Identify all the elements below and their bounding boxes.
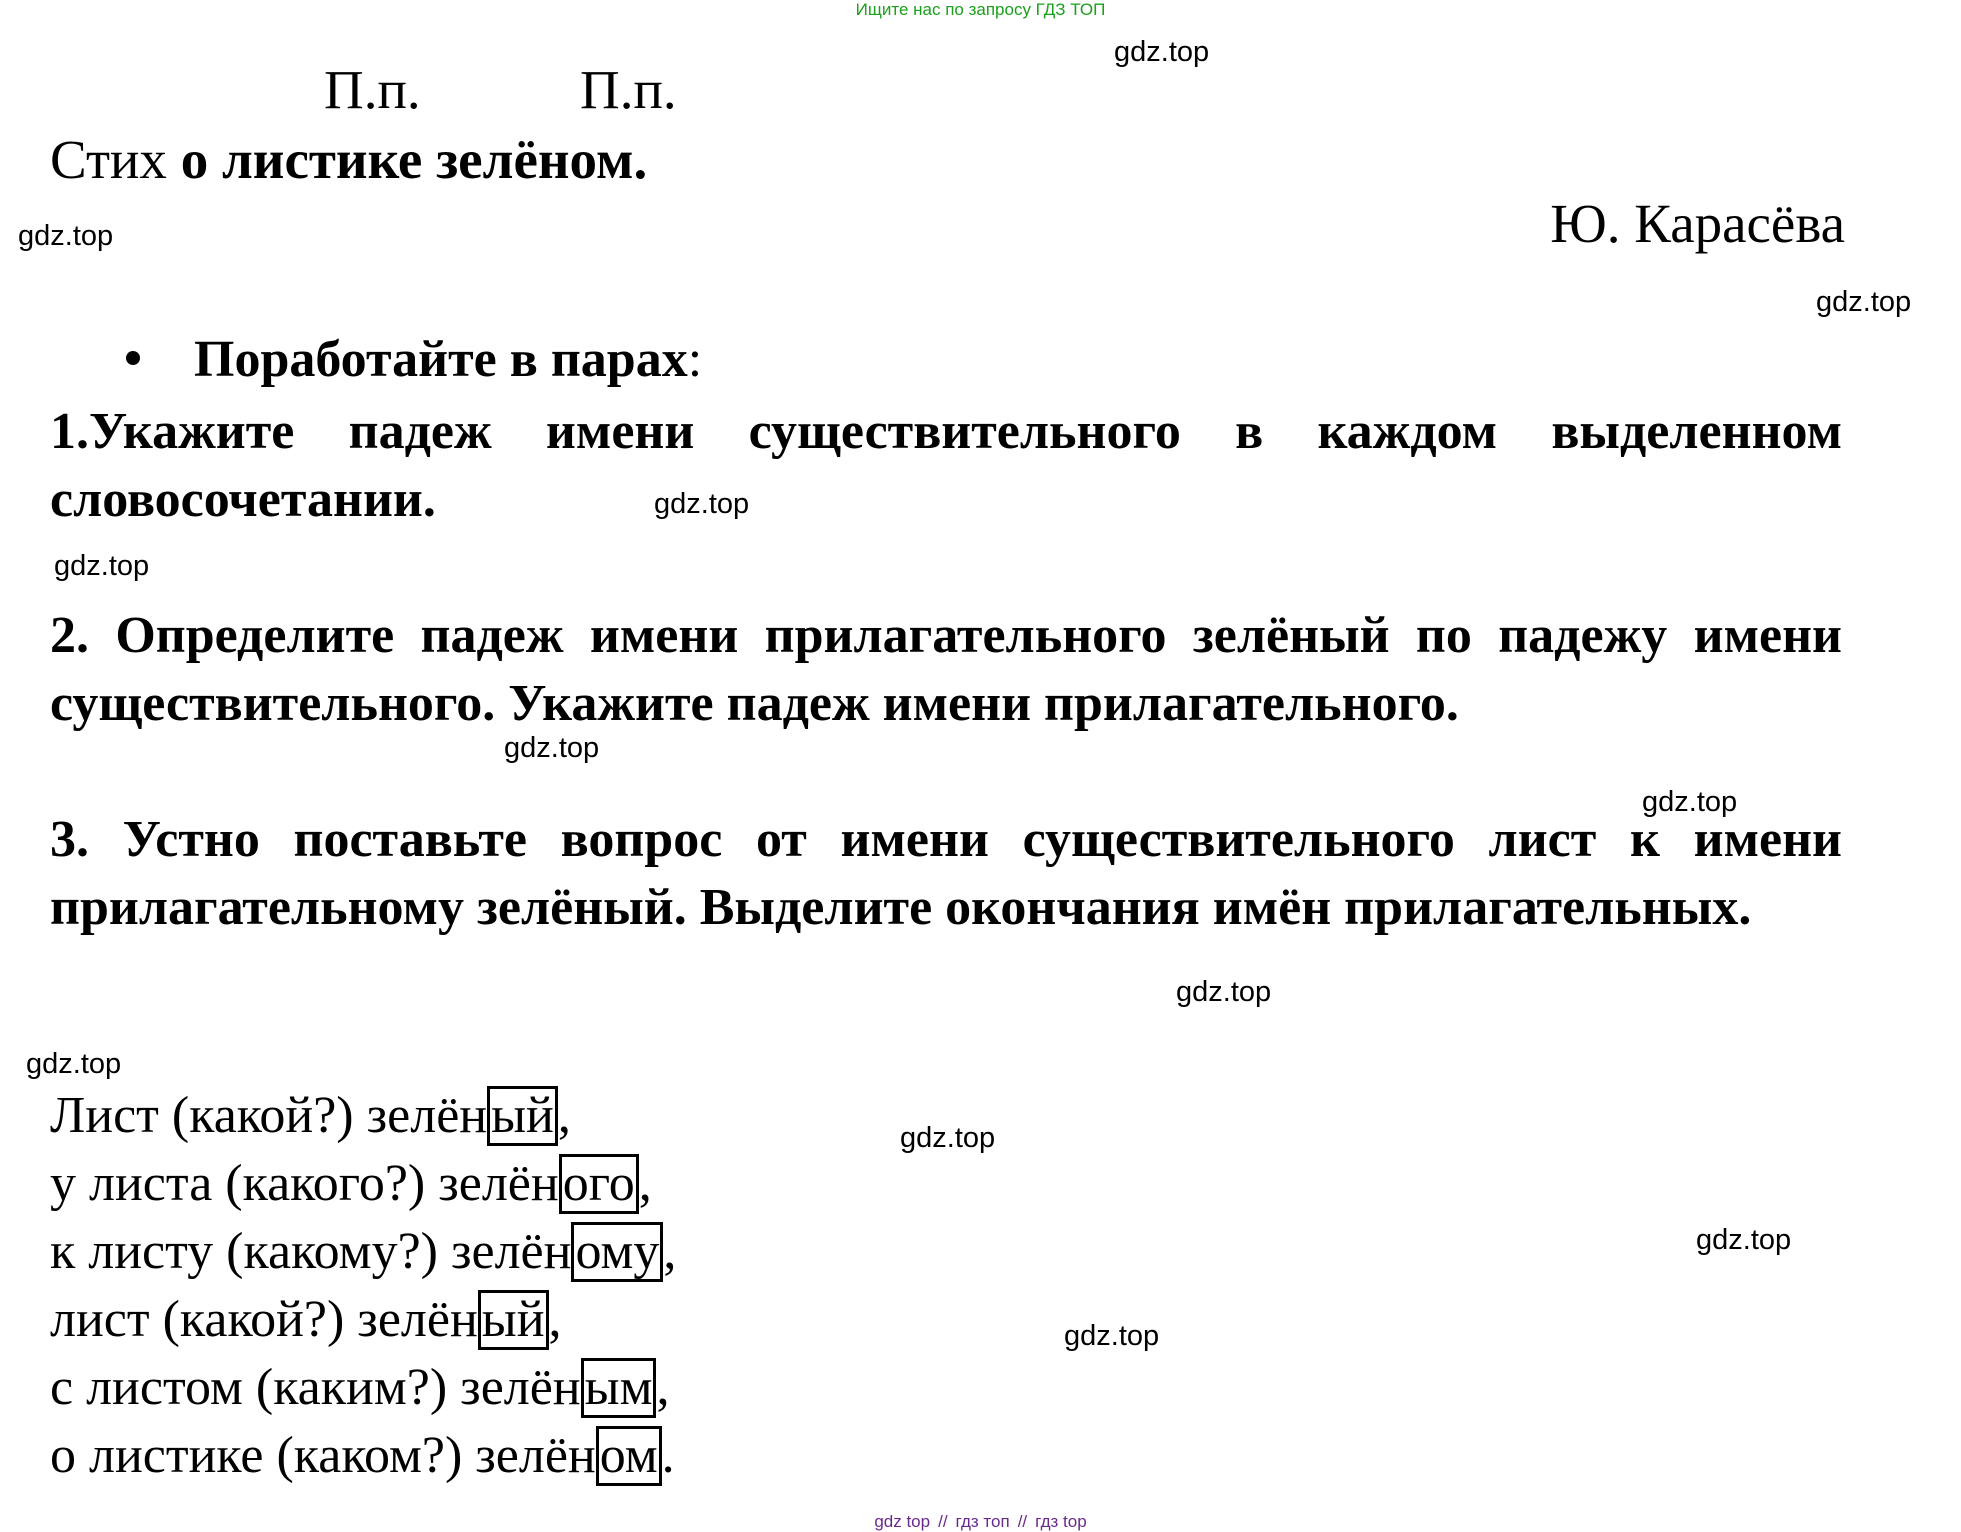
poem-title	[50, 128, 647, 191]
task-3: 3. Устно поставьте вопрос от имени существительного лист к имени прилагательному зелёный. Выделите окончания имён прилагательных.	[50, 811, 1842, 936]
top-banner: Ищите нас по запросу ГДЗ ТОП	[855, 0, 1106, 19]
footer-item: гдз топ	[955, 1512, 1010, 1531]
answer-line: к листу (какому?) зелёному,	[50, 1223, 677, 1280]
task-1: 1.Укажите падеж имени существительного в каждом выделенном словосочетании.	[50, 403, 1842, 528]
poem-title-plain: Стих	[50, 129, 181, 190]
answer-line: о листике (каком?) зелёном.	[50, 1427, 675, 1484]
footer-item: гдз top	[1035, 1512, 1087, 1531]
answer-ending: ом	[596, 1426, 662, 1486]
answer-ending: ый	[478, 1290, 549, 1350]
watermark: gdz.top	[1642, 786, 1738, 818]
watermark: gdz.top	[900, 1122, 996, 1154]
footer-separator: //	[1017, 1512, 1028, 1531]
answer-ending: ый	[487, 1086, 558, 1146]
footer-item: gdz top	[874, 1512, 931, 1531]
answer-line: с листом (каким?) зелёным,	[50, 1359, 670, 1416]
watermark: gdz.top	[1696, 1224, 1792, 1256]
watermark: gdz.top	[26, 1048, 122, 1080]
answer-ending: ого	[559, 1154, 639, 1214]
pair-work-heading	[126, 330, 702, 389]
watermark: gdz.top	[654, 488, 750, 520]
task-2: 2. Определите падеж имени прилагательного зелёный по падежу имени существительного. Укажите падеж имени прилагательного.	[50, 607, 1842, 732]
watermark: gdz.top	[1816, 286, 1912, 318]
watermark: gdz.top	[1176, 976, 1272, 1008]
watermark: gdz.top	[1114, 36, 1210, 68]
bullet-icon	[126, 351, 140, 365]
answer-line: лист (какой?) зелёный,	[50, 1291, 562, 1348]
answer-ending: ому	[571, 1222, 663, 1282]
footer	[0, 1512, 1961, 1532]
pair-work-colon: :	[687, 331, 703, 388]
pair-work-label: Поработайте в парах	[194, 331, 688, 388]
watermark: gdz.top	[18, 220, 114, 252]
answer-line: у листа (какого?) зелёного,	[50, 1155, 652, 1212]
watermark: gdz.top	[54, 550, 150, 582]
case-label: П.п.	[580, 59, 677, 120]
answer-line: Лист (какой?) зелёный,	[50, 1087, 571, 1144]
watermark: gdz.top	[504, 732, 600, 764]
watermark: gdz.top	[1064, 1320, 1160, 1352]
footer-separator: //	[938, 1512, 948, 1531]
answer-ending: ым	[581, 1358, 657, 1418]
poem-author: Ю. Карасёва	[1550, 193, 1845, 254]
case-label: П.п.	[324, 59, 421, 120]
poem-title-bold: о листике зелёном.	[180, 129, 648, 190]
